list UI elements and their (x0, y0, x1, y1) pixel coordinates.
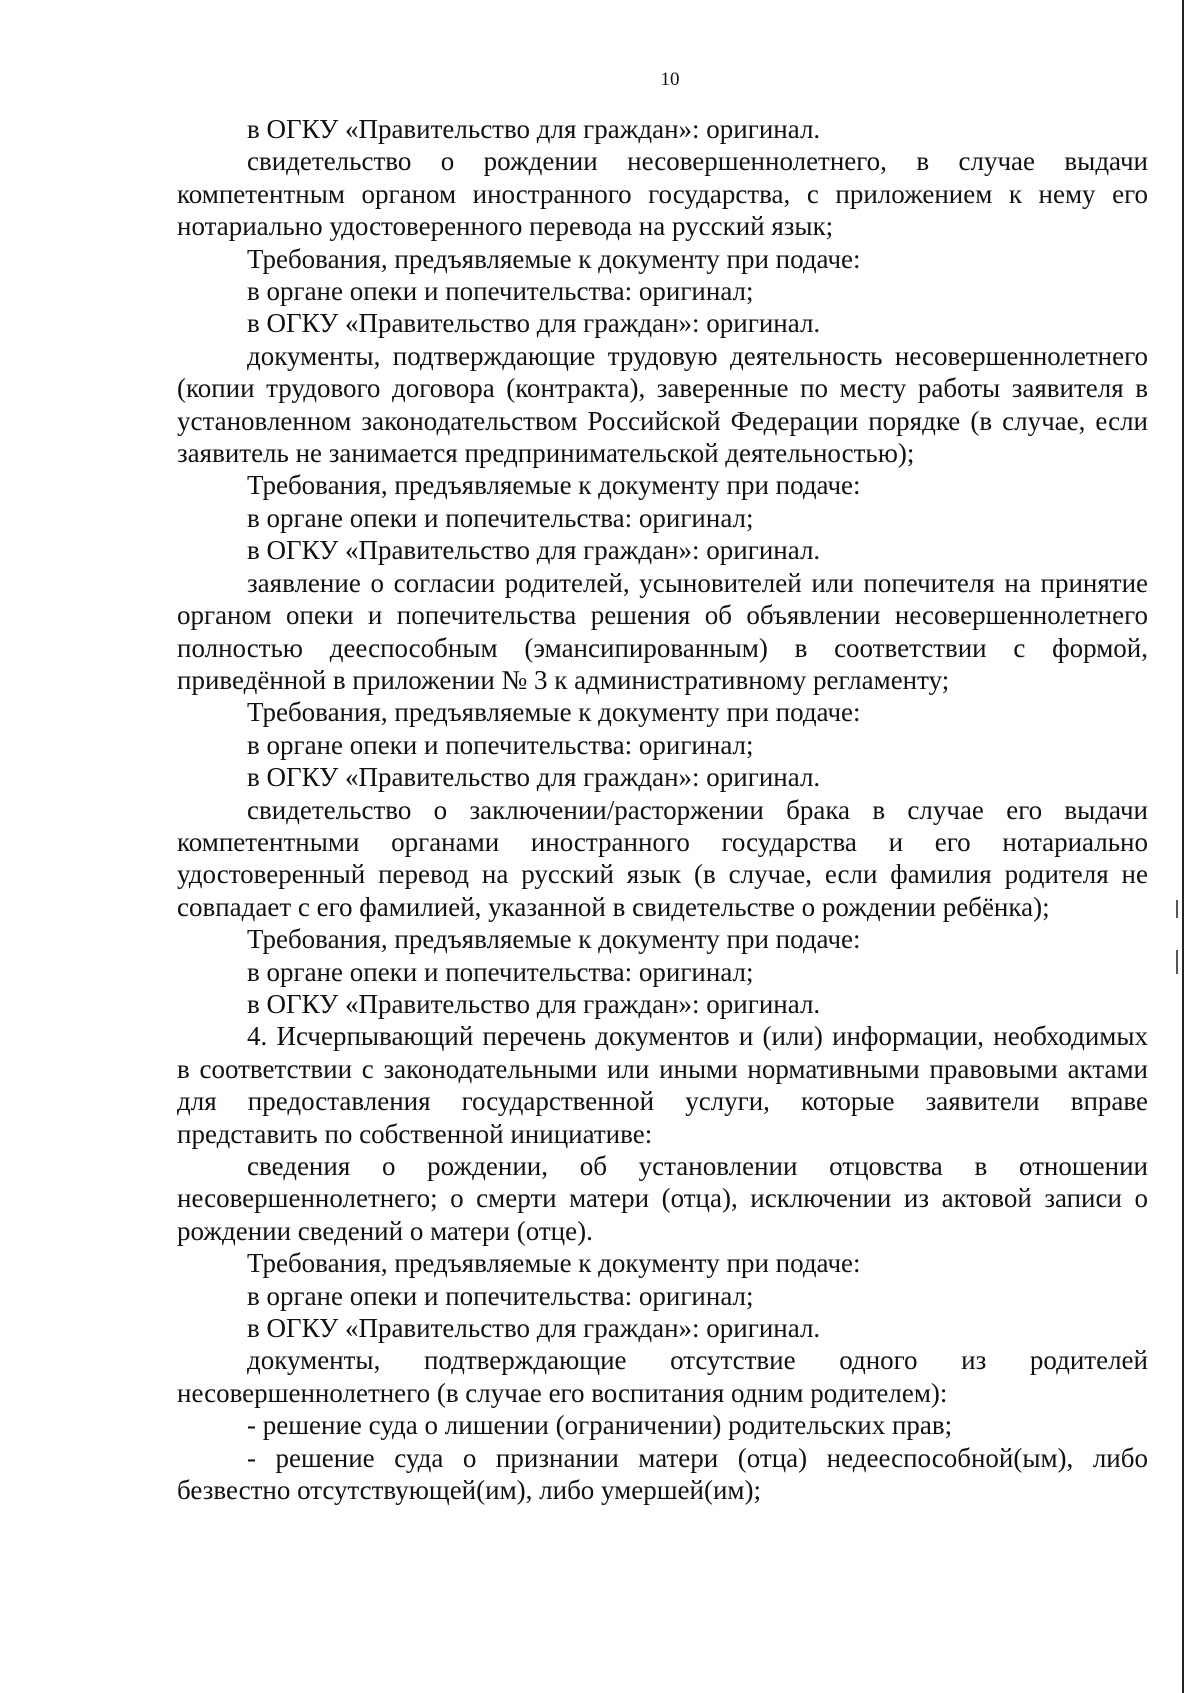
paragraph: в органе опеки и попечительства: оригинал; (247, 276, 754, 307)
paragraph: - решение суда о признании матери (отца) недееспособной(ым), либо безвестно отсутствующей(им), либо умершей(им); (177, 1442, 1148, 1506)
paragraph: в ОГКУ «Правительство для граждан»: оригинал. (247, 308, 821, 339)
paragraph: в ОГКУ «Правительство для граждан»: оригинал. (247, 988, 821, 1019)
paragraph: документы, подтверждающие отсутствие одного из родителей несовершеннолетнего (в случае его воспитания одним родителем): (177, 1345, 1148, 1408)
paragraph: в органе опеки и попечительства: оригинал; (247, 956, 754, 987)
scan-edge-line (1182, 0, 1184, 1693)
document-body (177, 113, 1148, 1506)
scan-edge-mark (1176, 950, 1178, 974)
paragraph: Требования, предъявляемые к документу при подаче: (247, 470, 861, 501)
scan-edge-mark (1176, 900, 1178, 918)
paragraph: в ОГКУ «Правительство для граждан»: оригинал. (247, 535, 821, 566)
paragraph: в органе опеки и попечительства: оригинал; (247, 729, 754, 760)
paragraph: 4. Исчерпывающий перечень документов и (или) информации, необходимых в соответствии с законодательными или иными нормативными правовыми актами для предоставления государственной услуги, которые заявители вправе представить по собственной инициативе: (177, 1021, 1148, 1149)
paragraph: сведения о рождении, об установлении отцовства в отношении несовершеннолетнего; о смерти матери (отца), исключении из актовой записи о рождении сведений о матери (отце). (177, 1151, 1148, 1246)
paragraph: свидетельство о заключении/расторжении брака в случае его выдачи компетентными органами иностранного государства и его нотариально удостоверенный перевод на русский язык (в случае, если фамилия родителя не совпадает с его фамилией, указанной в свидетельстве о рождении ребёнка); (177, 794, 1148, 922)
paragraph: Требования, предъявляемые к документу при подаче: (247, 924, 861, 955)
paragraph: свидетельство о рождении несовершеннолетнего, в случае выдачи компетентным органом иностранного государства, с приложением к нему его нотариально удостоверенного перевода на русский язык; (177, 146, 1148, 242)
paragraph: в ОГКУ «Правительство для граждан»: оригинал. (247, 762, 821, 793)
paragraph: в органе опеки и попечительства: оригинал; (247, 1280, 754, 1311)
paragraph: документы, подтверждающие трудовую деятельность несовершеннолетнего (копии трудового договора (контракта), заверенные по месту работы заявителя в установленном законодательством Российской Федерации порядке (в случае, если заявитель не занимается предпринимательской деятельностью); (177, 340, 1148, 469)
paragraph: в органе опеки и попечительства: оригинал; (247, 502, 754, 533)
paragraph: в ОГКУ «Правительство для граждан»: оригинал. (247, 114, 821, 144)
paragraph: заявление о согласии родителей, усыновителей или попечителя на принятие органом опеки и попечительства решения об объявлении несовершеннолетнего полностью дееспособным (эмансипированным) в соответствии с формой, приведённой в приложении № 3 к административному регламенту; (177, 567, 1148, 695)
paragraph: Требования, предъявляемые к документу при подаче: (247, 243, 861, 274)
paragraph: в ОГКУ «Правительство для граждан»: оригинал. (247, 1313, 821, 1344)
page-number: 10 (660, 69, 680, 90)
paragraph: Требования, предъявляемые к документу при подаче: (247, 697, 861, 728)
paragraph: Требования, предъявляемые к документу при подаче: (247, 1248, 861, 1279)
paragraph: - решение суда о лишении (ограничении) родительских прав; (247, 1410, 953, 1441)
